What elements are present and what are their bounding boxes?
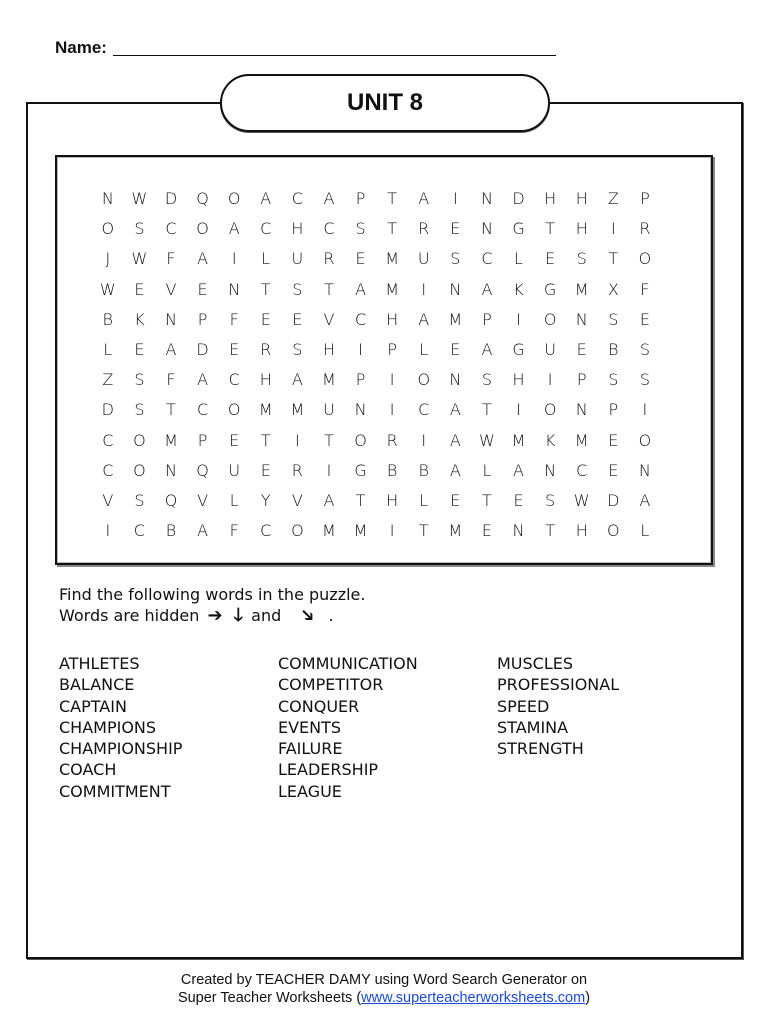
grid-row	[92, 214, 661, 244]
grid-letter[interactable]: I	[610, 219, 616, 239]
grid-letter[interactable]: T	[545, 521, 555, 541]
grid-letter[interactable]: E	[134, 339, 145, 359]
grid-letter[interactable]: E	[481, 521, 492, 541]
grid-letter[interactable]: S	[639, 339, 650, 359]
grid-letter[interactable]: A	[513, 460, 524, 480]
word-list-item: COACH	[59, 760, 117, 780]
word-list-item: CONQUER	[278, 696, 360, 716]
grid-letter[interactable]: N	[165, 309, 177, 329]
grid-letter[interactable]: R	[386, 430, 398, 450]
grid-row	[92, 335, 661, 365]
grid-letter[interactable]: T	[355, 490, 366, 510]
grid-letter[interactable]: U	[228, 460, 241, 480]
grid-letter[interactable]: O	[291, 521, 304, 541]
grid-letter[interactable]: D	[164, 189, 178, 208]
grid-row	[92, 486, 661, 516]
grid-letter[interactable]: M	[511, 430, 526, 450]
grid-letter[interactable]: G	[512, 219, 525, 239]
grid-letter[interactable]: R	[418, 219, 430, 239]
grid-letter[interactable]: E	[450, 339, 461, 359]
grid-letter[interactable]: Z	[607, 189, 619, 208]
instructions-line-2	[59, 602, 365, 629]
grid-letter[interactable]: D	[512, 189, 525, 208]
grid-letter[interactable]: S	[608, 309, 619, 329]
grid-letter[interactable]: M	[385, 279, 400, 299]
grid-letter[interactable]: B	[165, 521, 177, 541]
grid-letter[interactable]: A	[449, 430, 461, 450]
grid-letter[interactable]: E	[292, 309, 303, 329]
grid-letter[interactable]: S	[450, 249, 461, 269]
grid-letter[interactable]: L	[261, 249, 271, 269]
grid-letter[interactable]: L	[514, 249, 523, 269]
grid-letter[interactable]: N	[638, 460, 651, 480]
grid-letter[interactable]: S	[576, 249, 587, 269]
grid-letter[interactable]: T	[387, 219, 398, 239]
grid-row	[92, 516, 661, 546]
grid-letter[interactable]: T	[418, 521, 429, 541]
grid-letter[interactable]: O	[133, 430, 146, 450]
grid-letter[interactable]: I	[516, 309, 521, 329]
grid-letter[interactable]: B	[386, 460, 398, 480]
grid-letter[interactable]: S	[134, 219, 145, 239]
grid-letter[interactable]: A	[355, 279, 367, 299]
grid-row	[92, 184, 661, 214]
arrow-diagonal-icon: ➔	[295, 602, 321, 629]
grid-letter[interactable]: C	[576, 460, 588, 480]
grid-letter[interactable]: E	[197, 279, 208, 299]
grid-letter[interactable]: O	[543, 400, 557, 420]
grid-letter[interactable]: H	[544, 189, 557, 208]
grid-letter[interactable]: K	[134, 309, 145, 329]
grid-letter[interactable]: V	[291, 490, 303, 510]
name-line[interactable]	[113, 55, 556, 56]
grid-letter[interactable]: U	[291, 249, 304, 269]
grid-letter[interactable]: U	[544, 339, 556, 359]
grid-letter[interactable]: M	[448, 309, 463, 329]
grid-letter[interactable]: E	[229, 339, 240, 359]
grid-letter[interactable]: O	[417, 370, 431, 390]
grid-letter[interactable]: B	[418, 460, 429, 480]
word-list-column-3	[497, 653, 619, 759]
title-banner	[220, 74, 550, 132]
grid-letter[interactable]: S	[134, 400, 145, 420]
grid-letter[interactable]: F	[229, 521, 239, 541]
grid-letter[interactable]: M	[353, 521, 368, 541]
grid-letter[interactable]: T	[387, 189, 398, 208]
grid-letter[interactable]: C	[481, 249, 493, 269]
grid-letter[interactable]: Q	[164, 490, 178, 510]
grid-letter[interactable]: S	[134, 490, 145, 510]
grid-letter[interactable]: G	[512, 339, 525, 359]
grid-letter[interactable]: G	[543, 279, 557, 299]
grid-letter[interactable]: I	[358, 339, 363, 359]
grid-letter[interactable]: A	[639, 490, 651, 510]
grid-letter[interactable]: S	[608, 370, 619, 390]
grid-letter[interactable]: Q	[196, 189, 209, 208]
grid-letter[interactable]: P	[608, 400, 619, 420]
grid-letter[interactable]: H	[386, 490, 399, 510]
grid-letter[interactable]: T	[608, 249, 619, 269]
grid-letter[interactable]: N	[449, 279, 462, 299]
grid-letter[interactable]: C	[418, 400, 430, 420]
grid-letter[interactable]: I	[389, 521, 395, 541]
grid-letter[interactable]: U	[323, 400, 335, 420]
grid-row	[92, 456, 661, 486]
grid-letter[interactable]: C	[196, 400, 209, 420]
grid-letter[interactable]: P	[640, 189, 650, 208]
word-list-item: LEADERSHIP	[278, 760, 379, 780]
grid-letter[interactable]: V	[102, 490, 114, 510]
grid-letter[interactable]: N	[480, 219, 493, 239]
grid-letter[interactable]: A	[228, 219, 240, 239]
grid-letter[interactable]: G	[354, 460, 367, 480]
grid-letter[interactable]: H	[575, 219, 588, 239]
grid-letter[interactable]: M	[258, 400, 273, 420]
grid-letter[interactable]: R	[323, 249, 335, 269]
word-list-item: COMPETITOR	[278, 675, 384, 695]
grid-letter[interactable]: T	[166, 400, 176, 420]
word-list-item: LEAGUE	[278, 781, 342, 801]
grid-row	[92, 305, 661, 335]
grid-letter[interactable]: I	[389, 400, 395, 420]
grid-letter[interactable]: V	[165, 279, 177, 299]
grid-letter[interactable]: T	[545, 219, 555, 239]
word-list-item: CHAMPIONSHIP	[59, 739, 183, 759]
grid-letter[interactable]: R	[260, 339, 272, 359]
word-list-item: CHAMPIONS	[59, 717, 157, 737]
grid-letter[interactable]: I	[105, 521, 111, 541]
arrow-down-icon: 🡓	[233, 605, 244, 626]
grid-letter[interactable]: C	[354, 309, 367, 329]
footer-suffix: )	[585, 990, 591, 1006]
grid-letter[interactable]: J	[105, 249, 111, 269]
grid-letter[interactable]: H	[575, 189, 588, 208]
grid-letter[interactable]: W	[131, 189, 148, 208]
grid-letter[interactable]: I	[452, 189, 458, 208]
grid-letter[interactable]: S	[134, 370, 145, 390]
word-list-item: EVENTS	[278, 717, 342, 737]
footer-prefix: Super Teacher Worksheets (	[177, 990, 362, 1006]
grid-letter[interactable]: A	[197, 249, 209, 269]
grid-letter[interactable]: W	[479, 430, 495, 450]
grid-letter[interactable]: C	[323, 219, 335, 239]
footer-line-2	[0, 989, 768, 1007]
grid-letter[interactable]: C	[165, 219, 177, 239]
grid-letter[interactable]: E	[576, 339, 587, 359]
grid-letter[interactable]: Q	[196, 460, 209, 480]
grid-letter[interactable]: N	[480, 189, 493, 208]
grid-letter[interactable]: P	[387, 339, 397, 359]
word-list-column-1	[59, 653, 182, 802]
page-title: UNIT 8	[346, 89, 423, 116]
grid-letter[interactable]: L	[419, 490, 429, 510]
grid-letter[interactable]: L	[482, 460, 492, 480]
grid-letter[interactable]: P	[197, 309, 208, 329]
grid-letter[interactable]: E	[260, 309, 271, 329]
instructions	[59, 584, 366, 629]
grid-letter[interactable]: E	[639, 309, 650, 329]
grid-letter[interactable]: V	[197, 490, 209, 510]
grid-row	[92, 275, 661, 305]
grid-letter[interactable]: I	[421, 430, 427, 450]
grid-letter[interactable]: D	[101, 400, 114, 420]
instructions-period: .	[328, 606, 334, 625]
name-label: Name:	[55, 38, 107, 57]
grid-letter[interactable]: C	[102, 430, 114, 450]
grid-row	[92, 244, 661, 274]
grid-letter[interactable]: P	[355, 370, 366, 390]
word-list-item: SPEED	[497, 696, 550, 716]
word-list-item: FAILURE	[278, 739, 343, 759]
grid-letter[interactable]: N	[101, 189, 114, 208]
word-list-item: PROFESSIONAL	[497, 675, 620, 695]
word-list-item: CAPTAIN	[59, 696, 127, 716]
grid-letter[interactable]: R	[291, 460, 303, 480]
grid-letter[interactable]: F	[166, 370, 176, 390]
grid-letter[interactable]: M	[448, 521, 463, 541]
grid-letter[interactable]: W	[131, 249, 148, 269]
grid-letter[interactable]: X	[607, 279, 619, 299]
grid-letter[interactable]: A	[449, 400, 461, 420]
grid-letter[interactable]: O	[101, 219, 115, 239]
footer	[0, 971, 768, 1007]
grid-letter[interactable]: S	[355, 219, 366, 239]
grid-letter[interactable]: E	[450, 490, 461, 510]
grid-letter[interactable]: S	[545, 490, 556, 510]
grid-letter[interactable]: H	[512, 370, 525, 390]
grid-letter[interactable]: O	[543, 309, 557, 329]
grid-letter[interactable]: B	[102, 309, 114, 329]
grid-letter[interactable]: P	[576, 370, 587, 390]
grid-letter[interactable]: N	[512, 521, 525, 541]
grid-letter[interactable]: T	[260, 279, 271, 299]
grid-letter[interactable]: O	[227, 400, 241, 420]
grid-letter[interactable]: N	[354, 400, 367, 420]
grid-letter[interactable]: L	[640, 521, 650, 541]
grid-letter[interactable]: A	[291, 370, 303, 390]
grid-letter[interactable]: W	[99, 279, 116, 299]
grid-letter[interactable]: A	[197, 521, 209, 541]
grid-letter[interactable]: C	[228, 370, 240, 390]
grid-letter[interactable]: T	[324, 279, 334, 299]
grid-letter[interactable]: R	[639, 219, 651, 239]
grid-letter[interactable]: I	[516, 400, 521, 420]
word-list-column-2	[278, 653, 418, 802]
grid-letter[interactable]: E	[229, 430, 240, 450]
name-field-row	[55, 38, 556, 58]
grid-letter[interactable]: B	[608, 339, 619, 359]
grid-letter[interactable]: P	[197, 430, 208, 450]
grid-letter[interactable]: P	[355, 189, 366, 208]
grid-letter[interactable]: A	[449, 460, 461, 480]
grid-row	[92, 426, 661, 456]
grid-letter[interactable]: A	[323, 490, 335, 510]
grid-letter[interactable]: M	[385, 249, 400, 269]
grid-letter[interactable]: I	[389, 370, 395, 390]
grid-letter[interactable]: T	[260, 430, 271, 450]
grid-letter[interactable]: O	[638, 249, 652, 269]
grid-letter[interactable]: L	[419, 339, 429, 359]
footer-line-1: Created by TEACHER DAMY using Word Search Generator on	[180, 972, 588, 988]
grid-letter[interactable]: P	[482, 309, 492, 329]
grid-letter[interactable]: S	[639, 370, 650, 390]
grid-letter[interactable]: S	[481, 370, 492, 390]
grid-letter[interactable]: M	[164, 430, 178, 450]
grid-letter[interactable]: C	[260, 521, 272, 541]
grid-letter[interactable]: I	[642, 400, 648, 420]
grid-letter[interactable]: H	[386, 309, 399, 329]
grid-letter[interactable]: K	[513, 279, 524, 299]
grid-letter[interactable]: T	[482, 400, 492, 420]
grid-letter[interactable]: T	[324, 430, 334, 450]
grid-letter[interactable]: H	[575, 521, 588, 541]
grid-letter[interactable]: Z	[102, 370, 114, 390]
grid-letter[interactable]: A	[260, 189, 272, 208]
grid-letter[interactable]: F	[229, 309, 239, 329]
grid-letter[interactable]: D	[607, 490, 620, 510]
grid-row	[92, 395, 661, 425]
grid-letter[interactable]: O	[196, 219, 209, 239]
grid-letter[interactable]: L	[103, 339, 113, 359]
grid-letter[interactable]: V	[323, 309, 335, 329]
grid-letter[interactable]: E	[355, 249, 366, 269]
grid-letter[interactable]: C	[260, 219, 272, 239]
grid-letter[interactable]: O	[354, 430, 367, 450]
grid-letter[interactable]: I	[547, 370, 553, 390]
grid-letter[interactable]: O	[607, 521, 620, 541]
grid-letter[interactable]: A	[165, 339, 177, 359]
grid-letter[interactable]: W	[573, 490, 590, 510]
grid-letter[interactable]: F	[166, 249, 176, 269]
grid-letter[interactable]: E	[450, 219, 461, 239]
word-list-item: COMMITMENT	[59, 781, 171, 801]
grid-letter[interactable]: I	[326, 460, 332, 480]
grid-letter[interactable]: I	[231, 249, 237, 269]
grid-row	[92, 365, 661, 395]
grid-letter[interactable]: K	[544, 430, 556, 450]
grid-letter[interactable]: M	[322, 521, 336, 541]
grid-letter[interactable]: E	[513, 490, 524, 510]
grid-letter[interactable]: E	[608, 460, 619, 480]
grid-letter[interactable]: A	[418, 309, 430, 329]
grid-letter[interactable]: A	[481, 339, 493, 359]
grid-letter[interactable]: I	[295, 430, 300, 450]
word-list-item: STAMINA	[497, 717, 569, 737]
instructions-prefix: Words are hidden	[59, 606, 200, 625]
grid-letter[interactable]: O	[227, 189, 241, 208]
grid-letter[interactable]: T	[482, 490, 492, 510]
instructions-and: and	[251, 606, 282, 625]
grid-letter[interactable]: C	[291, 189, 303, 208]
grid-letter[interactable]: U	[417, 249, 430, 269]
grid-letter[interactable]: N	[228, 279, 241, 299]
grid-letter[interactable]: F	[640, 279, 650, 299]
grid-letter[interactable]: L	[229, 490, 239, 510]
instructions-line-1: Find the following words in the puzzle.	[59, 585, 366, 604]
grid-letter[interactable]: H	[259, 370, 272, 390]
grid-letter[interactable]: E	[608, 430, 619, 450]
grid-letter[interactable]: S	[292, 279, 303, 299]
footer-link[interactable]: www.superteacherworksheets.com	[361, 990, 586, 1006]
grid-letter[interactable]: N	[575, 400, 588, 420]
word-search-grid	[92, 184, 661, 546]
word-list-item: STRENGTH	[497, 739, 584, 759]
word-list-item: COMMUNICATION	[278, 654, 418, 673]
grid-letter[interactable]: O	[133, 460, 146, 480]
grid-letter[interactable]: S	[292, 339, 303, 359]
grid-letter[interactable]: E	[260, 460, 271, 480]
word-list-item: MUSCLES	[497, 654, 574, 673]
arrow-right-icon: ➔	[207, 605, 223, 626]
grid-letter[interactable]: D	[196, 339, 209, 359]
grid-letter[interactable]: N	[449, 370, 462, 390]
grid-letter[interactable]: M	[290, 400, 305, 420]
word-list-item: BALANCE	[59, 675, 135, 695]
grid-letter[interactable]: H	[291, 219, 304, 239]
grid-letter[interactable]: M	[574, 279, 589, 299]
word-list-item: ATHLETES	[59, 654, 140, 673]
grid-letter[interactable]: A	[418, 189, 430, 208]
grid-letter[interactable]: N	[544, 460, 557, 480]
grid-letter[interactable]: E	[134, 279, 145, 299]
grid-letter[interactable]: O	[638, 430, 652, 450]
grid-letter[interactable]: C	[133, 521, 145, 541]
grid-letter[interactable]: M	[322, 370, 336, 390]
grid-letter[interactable]: N	[165, 460, 177, 480]
grid-letter[interactable]: M	[574, 430, 589, 450]
grid-letter[interactable]: I	[421, 279, 427, 299]
grid-letter[interactable]: A	[481, 279, 493, 299]
grid-letter[interactable]: C	[102, 460, 114, 480]
grid-letter[interactable]: A	[197, 370, 209, 390]
grid-letter[interactable]: N	[575, 309, 588, 329]
grid-letter[interactable]: E	[545, 249, 556, 269]
grid-letter[interactable]: H	[322, 339, 335, 359]
grid-letter[interactable]: Y	[260, 490, 271, 510]
grid-letter[interactable]: A	[323, 189, 335, 208]
